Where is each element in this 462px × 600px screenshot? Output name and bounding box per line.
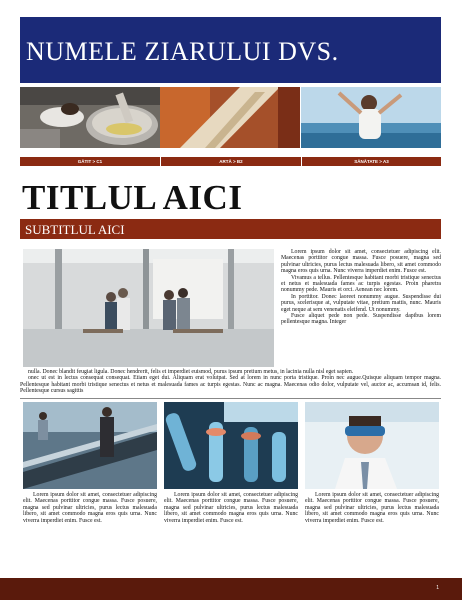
caption-text: Lorem ipsum dolor sit amet, consectetuer adipiscing elit. Maecenas porttitor congue massa. Fusce posuere, magna sed pulvinar ultricies, purus lectus malesuada libero, sit amet commodo magna eros quis urna. Nunc viverra imperdiet enim. Fusce est.	[23, 492, 157, 524]
photo-caption	[164, 492, 298, 524]
photo-caption	[305, 492, 439, 524]
nav-item-health[interactable]: SĂNĂTATE > A3	[354, 159, 389, 164]
paragraph: In porttitor. Donec laoreet nonummy augue. Suspendisse dui purus, scelerisque at, vulputate vitae, pretium mattis, nunc. Mauris eget neque at sem venenatis eleifend. Ut nonummy.	[281, 293, 441, 313]
lab-test-tubes-photo	[164, 402, 298, 489]
headline: TITLUL AICI	[22, 178, 243, 217]
subtitle-bar	[20, 219, 441, 239]
escalator-businessman-photo	[23, 402, 157, 489]
paragraph: nulla. Donec blandit feugiat ligula. Donec hendrerit, felis et imperdiet euismod, purus ipsum pretium metus, in lacinia nulla nisl eget sapien.	[28, 369, 354, 375]
page-number: 1	[436, 585, 439, 591]
office-meeting-photo	[23, 249, 274, 367]
scientist-goggles-photo	[305, 402, 439, 489]
paragraph: onec ut est in lectus consequat consequat. Etiam eget dui. Aliquam erat volutpat. Sed at lorem in nunc porta tristique. Proin nec augue.Quisque aliquam tempor magna. Pellentesque habitant morbi tristique senectus et netus et malesuada fames ac turpis egestas. Nunc ac magna. Maecenas odio dolor, vulputate vel, auctor ac, accumsan id, felis. Pellentesque cursus sagittis	[20, 375, 441, 395]
beach-woman-photo	[301, 87, 441, 148]
article-wide-text	[20, 369, 441, 395]
caption-text: Lorem ipsum dolor sit amet, consectetuer adipiscing elit. Maecenas porttitor congue massa. Fusce posuere, magna sed pulvinar ultricies, purus lectus malesuada libero, sit amet commodo magna eros quis urna. Nunc viverra imperdiet enim. Fusce est.	[164, 492, 298, 524]
cooking-photo	[20, 87, 160, 148]
paragraph: Lorem ipsum dolor sit amet, consectetuer adipiscing elit. Maecenas porttitor congue massa. Fusce posuere, magna sed pulvinar ultricies, purus lectus malesuada libero, sit amet commodo magna eros quis urna. Nunc viverra imperdiet enim. Fusce est.	[281, 249, 441, 275]
paragraph: Vivamus a tellus. Pellentesque habitant morbi tristique senectus et netus et malesuada fames ac turpis egestas. Proin pharetra nonummy pede. Mauris et orci. Aenean nec lorem.	[281, 274, 441, 294]
section-nav-bar	[20, 157, 441, 166]
caption-text: Lorem ipsum dolor sit amet, consectetuer adipiscing elit. Maecenas porttitor congue massa. Fusce posuere, magna sed pulvinar ultricies, purus lectus malesuada libero, sit amet commodo magna eros quis urna. Nunc viverra imperdiet enim. Fusce est.	[305, 492, 439, 524]
nav-item-cooking[interactable]: GĂTIT > C1	[77, 159, 103, 164]
article-right-column	[281, 249, 441, 326]
newspaper-title: NUMELE ZIARULUI DVS.	[26, 37, 339, 66]
nav-item-art[interactable]: ARTĂ > B2	[219, 159, 243, 164]
art-photo	[160, 87, 300, 148]
section-divider	[20, 398, 441, 399]
photo-caption	[23, 492, 157, 524]
subtitle: SUBTITLUL AICI	[25, 222, 125, 237]
paragraph: Fusce aliquet pede non pede. Suspendisse dapibus lorem pellentesque magna. Integer	[281, 313, 441, 326]
footer-bar	[0, 578, 462, 600]
masthead	[20, 17, 441, 83]
